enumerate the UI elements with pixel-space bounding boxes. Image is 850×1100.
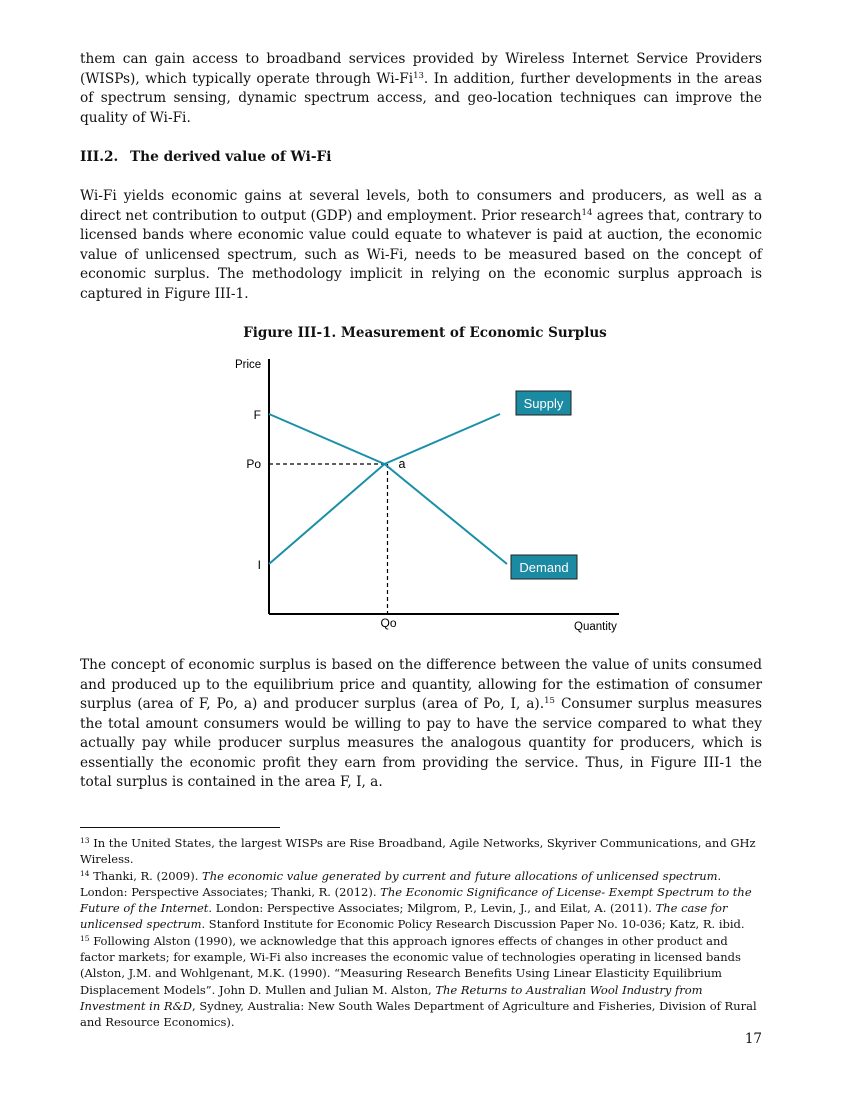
figure-caption: Figure III-1. Measurement of Economic Surplus (243, 325, 607, 341)
section-title: The derived value of Wi-Fi (130, 149, 332, 165)
footnote-divider (80, 827, 280, 828)
demand-label: Demand (519, 560, 569, 575)
equilibrium-label: a (398, 457, 406, 471)
footnote-ref-15[interactable]: 15 (544, 696, 555, 706)
intro-paragraph: them can gain access to broadband services provided by Wireless Internet Service Providers (WISPs), which typically operate through Wi-Fi$^{13}$. In addition, further developments in the areas of spectrum sensing, dynamic spectrum access, and geo-location techniques can improve the quality of Wi-Fi. (80, 51, 762, 126)
y-axis-label: Price (235, 359, 262, 371)
footnote-14: $^{14}$ Thanki, R. (2009). The economic value generated by current and future allocations of unlicensed spectrum. London: Perspective Associates; Thanki, R. (2012). The Economic Significance of License- Exempt Spectrum to the Future of the Internet. London: Perspective Associates; Milgrom, P., Levin, J., and Eilat, A. (2011). The case for unlicensed spectrum. Stanford Institute for Economic Policy Research Discussion Paper No. 10-036; Katz, R. ibid. (80, 868, 752, 932)
footnote-13: $^{13}$ In the United States, the largest WISPs are Rise Broadband, Agile Networks, Skyriver Communications, and GHz Wireless. (80, 836, 756, 867)
footnote-15: $^{15}$ Following Alston (1990), we acknowledge that this approach ignores effects of changes in other product and factor markets; for example, Wi-Fi also increases the economic value of technologies operating in licensed bands (Alston, J.M. and Wohlgenant, M.K. (1990). “Measuring Research Benefits Using Linear Elasticity Equilibrium Displacement Models”. John D. Mullen and Julian M. Alston, The Returns to Australian Wool Industry from Investment in R&D, Sydney, Australia: New South Wales Department of Agriculture and Fisheries, Division of Rural and Resource Economics). (80, 933, 757, 1030)
supply-label: Supply (523, 396, 564, 411)
footnote-ref-14[interactable]: 14 (581, 207, 593, 218)
x-tick-label-qo: Qo (380, 616, 397, 630)
economic-surplus-paragraph: The concept of economic surplus is based on the difference between the value of units consumed and produced up to the equilibrium price and quantity, allowing for the estimation of consumer surplus (area of F, Po, a) and producer surplus (area of Po, I, a).$^{15}$ Consumer surplus measures the total amount consumers would be willing to pay to have the service compared to what they actually pay while producer surplus measures the analogous quantity for producers, which is essentially the economic profit they earn from providing the service. Thus, in Figure III-1 the total surplus is contained in the area F, I, a. (80, 657, 762, 790)
y-tick-label-i: I (257, 558, 261, 572)
y-tick-label-po: Po (246, 457, 261, 471)
y-tick-label-f: F (253, 408, 261, 422)
section-number: III.2. (80, 149, 119, 165)
supply-line (269, 414, 500, 564)
footnote-ref-13[interactable]: 13 (413, 70, 424, 81)
page-number: 17 (744, 1031, 762, 1047)
x-axis-label: Quantity (574, 621, 617, 633)
derived-value-paragraph: Wi-Fi yields economic gains at several levels, both to consumers and producers, as well as a direct net contribution to output (GDP) and employment. Prior research$^{14}$ agrees that, contrary to licensed bands where economic value could equate to whatever is paid at auction, the economic value of unlicensed spectrum, such as Wi-Fi, needs to be measured based on the concept of economic surplus. The methodology implicit in relying on the economic surplus approach is captured in Figure III-1. (80, 188, 763, 302)
footnotes (80, 835, 762, 1031)
